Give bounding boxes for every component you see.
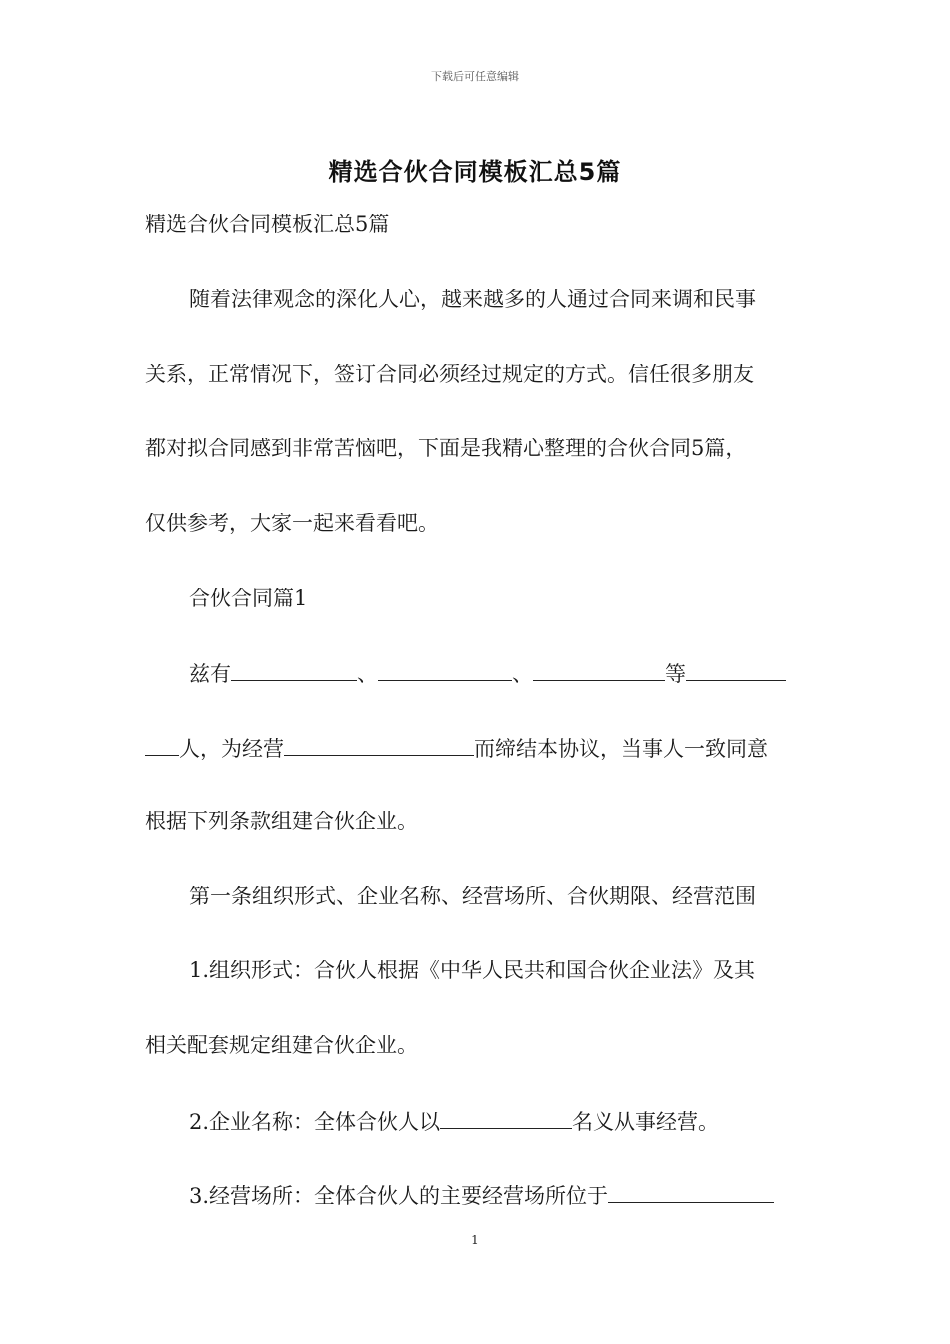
enterprise-name-blank <box>440 1110 572 1129</box>
separator: 、 <box>357 662 378 685</box>
item-3 <box>145 1184 851 1207</box>
party-count-blank-cont <box>145 737 179 756</box>
item-2-suffix: 名义从事经营。 <box>572 1110 720 1133</box>
item-3-prefix: 3.经营场所：全体合伙人的主要经营场所位于 <box>189 1184 609 1207</box>
party-2-blank <box>378 662 512 681</box>
section-heading: 合伙合同篇1 <box>189 588 308 609</box>
item-1-line-1: 1.组织形式：合伙人根据《中华人民共和国合伙企业法》及其 <box>189 960 756 981</box>
article-1-heading: 第一条组织形式、企业名称、经营场所、合伙期限、经营范围 <box>189 886 756 907</box>
intro-line-3: 都对拟合同感到非常苦恼吧，下面是我精心整理的合伙合同5篇， <box>145 438 747 459</box>
location-blank <box>608 1184 774 1203</box>
separator: 、 <box>512 662 533 685</box>
clause-intro-line-1 <box>145 662 851 685</box>
clause-prefix: 兹有 <box>189 662 231 685</box>
document-subtitle: 精选合伙合同模板汇总5篇 <box>145 214 390 235</box>
clause-text: 人，为经营 <box>179 737 284 760</box>
document-title: 精选合伙合同模板汇总5篇 <box>328 158 622 186</box>
page-number: 1 <box>471 1233 479 1247</box>
item-1-line-2: 相关配套规定组建合伙企业。 <box>145 1035 418 1056</box>
clause-text: 而缔结本协议，当事人一致同意 <box>474 737 768 760</box>
header-note: 下载后可任意编辑 <box>431 70 519 83</box>
item-2-prefix: 2.企业名称：全体合伙人以 <box>189 1110 441 1133</box>
party-3-blank <box>533 662 665 681</box>
clause-intro-line-3: 根据下列条款组建合伙企业。 <box>145 811 418 832</box>
party-1-blank <box>231 662 357 681</box>
clause-intro-line-2 <box>145 737 807 760</box>
intro-line-4: 仅供参考，大家一起来看看吧。 <box>145 513 439 534</box>
intro-line-1: 随着法律观念的深化人心，越来越多的人通过合同来调和民事 <box>189 289 756 310</box>
clause-suffix: 等 <box>665 662 686 685</box>
intro-line-2: 关系，正常情况下，签订合同必须经过规定的方式。信任很多朋友 <box>145 364 754 385</box>
party-count-blank <box>686 662 786 681</box>
business-blank <box>284 737 474 756</box>
item-2 <box>145 1110 851 1133</box>
